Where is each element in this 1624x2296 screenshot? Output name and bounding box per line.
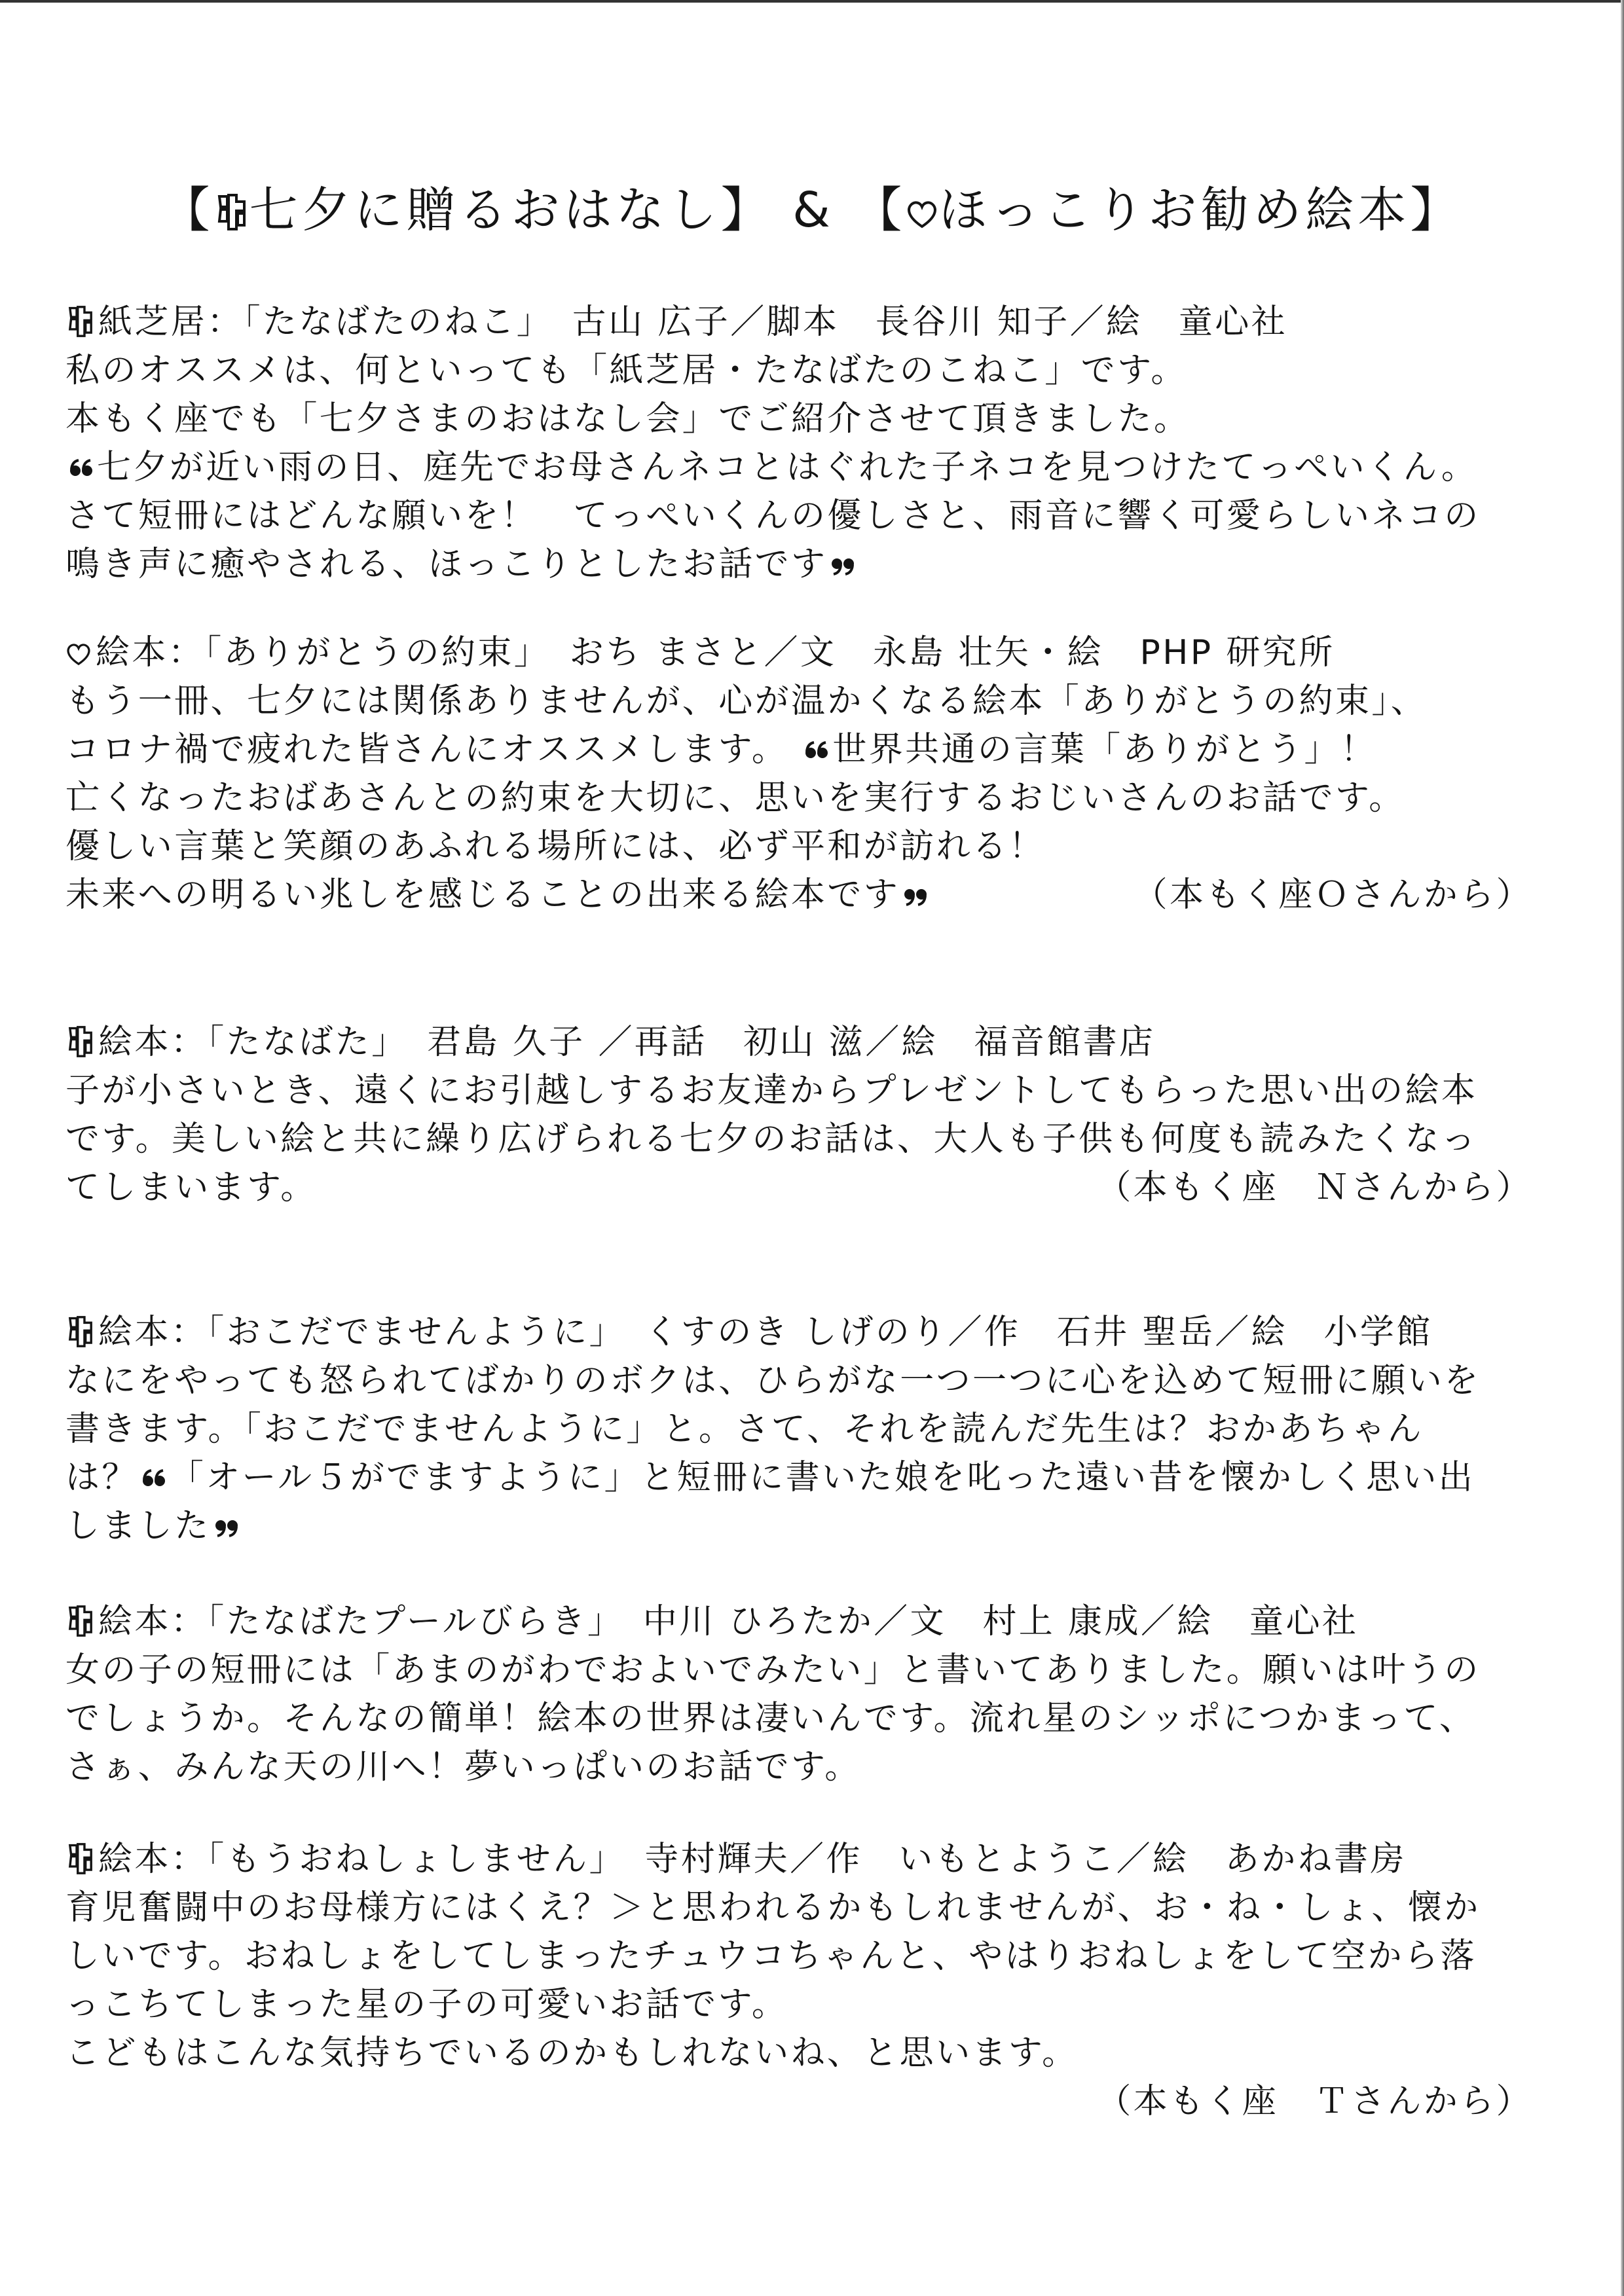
entry-line: さて短冊にはどんな願いを！ てっぺいくんの優しさと、雨音に響く可愛らしいネコの bbox=[65, 496, 1481, 536]
entry-heading: 絵本：「たなばたプールびらき」 中川 ひろたか／文 村上 康成／絵 童心社 bbox=[65, 1597, 1572, 1646]
entry-heading: 絵本：「たなばた」 君島 久子 ／再話 初山 滋／絵 福音館書店 bbox=[65, 1018, 1572, 1066]
open-quote-icon bbox=[803, 740, 830, 762]
heart-icon bbox=[906, 199, 938, 229]
entry-line: 本もく座でも「七夕さまのおはなし会」でご紹介させて頂きました。 bbox=[65, 399, 1190, 439]
entry-line: です。美しい絵と共に繰り広げられる七夕のお話は、大人も子供も何度も読みたくなっ bbox=[65, 1120, 1478, 1159]
entry-heading: 絵本：「ありがとうの約束」 おち まさと／文 永島 壮矢・絵 PHP 研究所 bbox=[65, 629, 1572, 677]
entry-credit: （本もく座 Ｔさんから） bbox=[1097, 2082, 1532, 2121]
entry-line: こどもはこんな気持ちでいるのかもしれないね、と思います。 bbox=[65, 2033, 1079, 2073]
title-ampersand: & bbox=[773, 182, 854, 238]
title-right-bracket-2: 】 bbox=[1410, 182, 1463, 238]
entry-2 bbox=[65, 629, 1572, 919]
entry-line: 亡くなったおばあさんとの約束を大切に、思いを実行するおじいさんのお話です。 bbox=[65, 778, 1405, 818]
close-quote-icon bbox=[830, 555, 856, 577]
entry-6 bbox=[65, 1835, 1572, 2126]
page-edge-right bbox=[1621, 0, 1624, 2296]
entry-heading: 紙芝居：「たなばたのねこ」 古山 広子／脚本 長谷川 知子／絵 童心社 bbox=[65, 298, 1572, 346]
close-quote-icon bbox=[902, 885, 929, 907]
entry-line: てしまいます。 （本もく座 Ｎさんから） bbox=[65, 1163, 1572, 1212]
entry-1 bbox=[65, 298, 1572, 589]
entry-line: しました bbox=[65, 1502, 1572, 1550]
entry-credit: （本もく座Ｏさんから） bbox=[1133, 875, 1532, 915]
title-part1: 七夕に贈るおはなし bbox=[249, 182, 721, 238]
title-left-bracket-2: 【 bbox=[853, 182, 906, 238]
tanzaku-icon bbox=[65, 1315, 96, 1349]
entry-heading: 絵本：「もうおねしょしません」 寺村輝夫／作 いもとようこ／絵 あかね書房 bbox=[65, 1835, 1572, 1884]
heart-icon bbox=[65, 642, 92, 666]
entry-line: 子が小さいとき、遠くにお引越しするお友達からプレゼントしてもらった思い出の絵本 bbox=[65, 1071, 1478, 1110]
title-part2: ほっこりお勧め絵本 bbox=[938, 182, 1411, 238]
entry-line: 鳴き声に癒やされる、ほっこりとしたお話です bbox=[65, 540, 1572, 589]
entry-line: は？ 「オール５がでますように」と短冊に書いた娘を叱った遠い昔を懐かしく思い出 bbox=[65, 1458, 1475, 1497]
entry-heading: 絵本：「おこだでませんように」 くすのき しげのり／作 石井 聖岳／絵 小学館 bbox=[65, 1308, 1572, 1357]
page-edge-top bbox=[0, 0, 1624, 3]
tanzaku-icon bbox=[65, 304, 96, 338]
entry-line: なにをやっても怒られてばかりのボクは、ひらがな一つ一つに心を込めて短冊に願いを bbox=[65, 1361, 1481, 1400]
entry-line: 書きます。「おこだでませんように」と。さて、それを読んだ先生は？おかあちゃん bbox=[65, 1410, 1424, 1449]
tanzaku-icon bbox=[65, 1604, 96, 1638]
entry-line: 私のオススメは、何といっても「紙芝居・たなばたのこねこ」です。 bbox=[65, 351, 1187, 390]
entry-line: さぁ、みんな天の川へ！夢いっぱいのお話です。 bbox=[65, 1747, 861, 1787]
page-title bbox=[0, 172, 1624, 241]
title-left-bracket: 【 bbox=[161, 182, 214, 238]
entry-line: 未来への明るい兆しを感じることの出来る絵本です （本もく座Ｏさんから） bbox=[65, 871, 1572, 919]
tanzaku-icon bbox=[65, 1025, 96, 1059]
entry-line: もう一冊、七夕には関係ありませんが、心が温かくなる絵本「ありがとうの約束」、 bbox=[65, 682, 1428, 721]
open-quote-icon bbox=[141, 1468, 167, 1490]
entry-line: しいです。おねしょをしてしまったチュウコちゃんと、やはりおねしょをして空から落 bbox=[65, 1937, 1477, 1976]
entry-credit: （本もく座 Ｎさんから） bbox=[1097, 1168, 1532, 1207]
entry-line: でしょうか。そんなの簡単！絵本の世界は凄いんです。流れ星のシッポにつかまって、 bbox=[65, 1699, 1476, 1738]
title-right-bracket: 】 bbox=[720, 182, 773, 238]
entry-4 bbox=[65, 1308, 1572, 1550]
entry-line: コロナ禍で疲れた皆さんにオススメします。 世界共通の言葉「ありがとう」！ bbox=[65, 730, 1377, 769]
entry-line: 女の子の短冊には「あまのがわでおよいでみたい」と書いてありました。願いは叶うの bbox=[65, 1650, 1481, 1690]
tanzaku-icon bbox=[214, 192, 249, 232]
entry-5 bbox=[65, 1597, 1572, 1791]
entry-line: 育児奮闘中のお母様方にはくえ？＞と思われるかもしれませんが、お・ね・しょ、懐か bbox=[65, 1888, 1481, 1927]
entry-3 bbox=[65, 1018, 1572, 1212]
entry-line: 七夕が近い雨の日、庭先でお母さんネコとはぐれた子ネコを見つけたてっぺいくん。 bbox=[65, 443, 1572, 492]
entry-line: っこちてしまった星の子の可愛いお話です。 bbox=[65, 1985, 788, 2024]
open-quote-icon bbox=[68, 458, 94, 480]
tanzaku-icon bbox=[65, 1842, 96, 1876]
close-quote-icon bbox=[213, 1516, 240, 1539]
entry-line: 優しい言葉と笑顔のあふれる場所には、必ず平和が訪れる！ bbox=[65, 827, 1045, 866]
